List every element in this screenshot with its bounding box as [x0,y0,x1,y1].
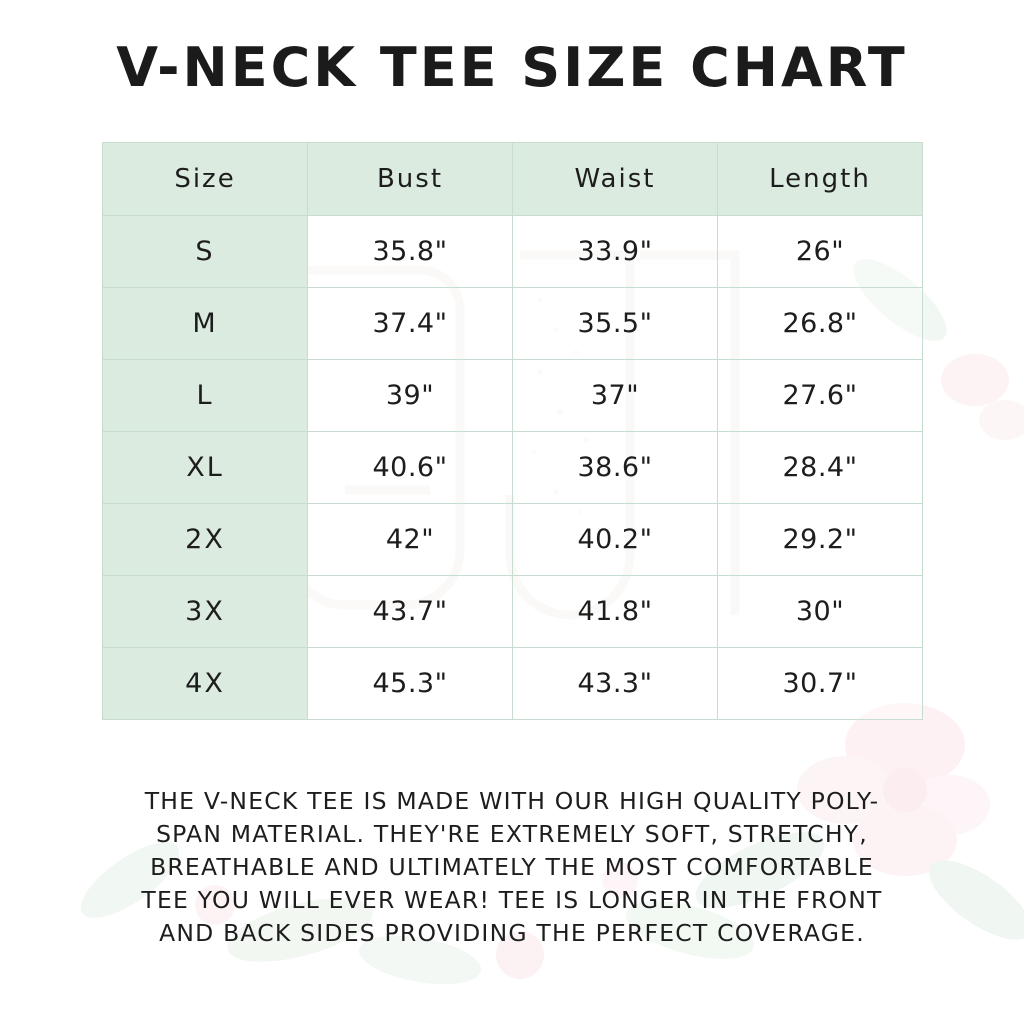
column-header-length: Length [718,143,923,216]
cell-bust: 39" [308,360,513,432]
product-description [80,785,944,950]
table-row [103,432,923,504]
cell-waist: 35.5" [513,288,718,360]
size-chart-table [102,142,923,720]
cell-length: 27.6" [718,360,923,432]
cell-waist: 38.6" [513,432,718,504]
cell-length: 26.8" [718,288,923,360]
cell-size: 4X [103,648,308,720]
cell-length: 26" [718,216,923,288]
cell-length: 30.7" [718,648,923,720]
cell-size: L [103,360,308,432]
cell-waist: 41.8" [513,576,718,648]
size-chart-table-wrap [102,142,922,720]
column-header-bust: Bust [308,143,513,216]
table-body [103,216,923,720]
column-header-waist: Waist [513,143,718,216]
table-header-row [103,143,923,216]
cell-bust: 43.7" [308,576,513,648]
cell-size: M [103,288,308,360]
cell-size: S [103,216,308,288]
description-line: BREATHABLE AND ULTIMATELY THE MOST COMFORTABLE [150,853,874,881]
table-row [103,216,923,288]
cell-waist: 40.2" [513,504,718,576]
cell-waist: 37" [513,360,718,432]
cell-bust: 42" [308,504,513,576]
table-row [103,576,923,648]
description-line: AND BACK SIDES PROVIDING THE PERFECT COVERAGE. [159,919,865,947]
cell-length: 28.4" [718,432,923,504]
table-header [103,143,923,216]
description-line: SPAN MATERIAL. THEY'RE EXTREMELY SOFT, STRETCHY, [156,820,868,848]
cell-size: 3X [103,576,308,648]
cell-bust: 45.3" [308,648,513,720]
table-row [103,360,923,432]
cell-bust: 35.8" [308,216,513,288]
cell-size: XL [103,432,308,504]
description-line: THE V-NECK TEE IS MADE WITH OUR HIGH QUALITY POLY- [144,787,880,815]
description-line: TEE YOU WILL EVER WEAR! TEE IS LONGER IN THE FRONT [141,886,883,914]
cell-waist: 33.9" [513,216,718,288]
column-header-size: Size [103,143,308,216]
cell-bust: 37.4" [308,288,513,360]
table-row [103,504,923,576]
cell-size: 2X [103,504,308,576]
table-row [103,288,923,360]
page-title: V-NECK TEE SIZE CHART [116,36,908,99]
cell-waist: 43.3" [513,648,718,720]
cell-bust: 40.6" [308,432,513,504]
cell-length: 30" [718,576,923,648]
table-row [103,648,923,720]
cell-length: 29.2" [718,504,923,576]
